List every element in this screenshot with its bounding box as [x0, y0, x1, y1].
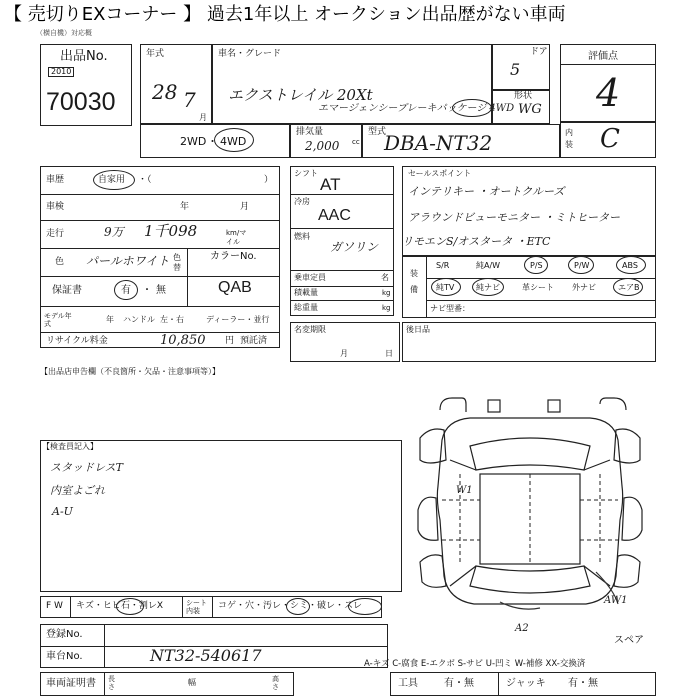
- history-label: 車歴: [46, 175, 65, 185]
- lot-year-tag: 2010: [48, 67, 74, 77]
- name-label: 車名・グレード: [218, 49, 282, 59]
- equip-abs: ABS: [622, 261, 638, 270]
- inspector-note-2: 内室よごれ: [50, 484, 105, 497]
- mark-a2: A2: [515, 623, 529, 634]
- row-line: [290, 300, 394, 301]
- mark-w1: W1: [456, 485, 473, 496]
- warranty-no: 無: [156, 285, 166, 296]
- equip-tv-circle: [431, 278, 461, 296]
- row-line: [40, 276, 280, 277]
- fuel-label: 燃料: [294, 232, 310, 241]
- row-line: [40, 194, 280, 195]
- score-value: 4: [596, 71, 621, 115]
- row-line: [290, 194, 394, 195]
- drive-4wd-circle: [214, 128, 254, 152]
- name-model: エクストレイル 20Xt: [228, 86, 373, 104]
- score-divider: [560, 64, 656, 65]
- legend: A-キズ C-腐食 E-エクボ S-サビ U-凹ミ W-補修 XX-交換済: [364, 659, 586, 669]
- color-label2: カラーNo.: [210, 251, 257, 262]
- warranty-dot: ・: [142, 285, 152, 296]
- recycle-label: リサイクル料金: [46, 336, 108, 346]
- after-date-label: 後日品: [406, 325, 430, 334]
- equip-navi: 純ナビ: [476, 283, 500, 292]
- color-code: QAB: [218, 279, 252, 296]
- shift-label: シフト: [294, 169, 318, 178]
- year-month: 7: [183, 88, 196, 112]
- model-row-handle: ハンドル: [123, 315, 155, 324]
- load-label: 積載量: [294, 288, 318, 297]
- displacement-value: 2,000: [305, 139, 340, 153]
- fw-circle-1: [116, 598, 144, 615]
- name-change-month: 月: [340, 349, 348, 358]
- bottom-width: 幅: [188, 678, 196, 687]
- fw-circle-2: [286, 598, 310, 615]
- aircon-value: AAC: [318, 207, 351, 224]
- bottom-cert: 車両証明書: [46, 678, 96, 689]
- navi-model-label: ナビ型番：: [430, 304, 470, 313]
- mileage-label: 走行: [46, 229, 65, 239]
- year-value: 28: [152, 80, 178, 104]
- equip-abs-circle: [616, 256, 646, 274]
- history-opt3: ）: [264, 175, 274, 185]
- grade-4wd-circle: [452, 99, 492, 117]
- equip-tv: 純TV: [436, 283, 455, 292]
- equip-extnavi: 外ナビ: [572, 283, 596, 292]
- bottom-height: 高さ: [272, 675, 279, 691]
- history-opt1: 自家用: [98, 175, 126, 185]
- recycle-value: 10,850: [160, 333, 206, 348]
- warranty-label: 保証書: [52, 285, 82, 296]
- fw-items: キズ・ヒビ石・割レX: [76, 601, 163, 611]
- equip-leather: 革シート: [522, 283, 554, 292]
- drive-2wd: 2WD: [180, 135, 207, 148]
- fuel-value: ガソリン: [330, 240, 379, 254]
- shift-value: AT: [320, 175, 341, 194]
- after-date-box: [402, 322, 656, 362]
- recycle-unit: 円: [225, 336, 235, 346]
- model-row-lr: 左・右: [160, 315, 184, 324]
- interior-label: 内装: [565, 128, 573, 149]
- chassis-label: 車台No.: [46, 651, 83, 662]
- aircon-label: 冷房: [294, 197, 310, 206]
- score-label: 評価点: [588, 51, 618, 62]
- row-line: [40, 220, 280, 221]
- bottom-divider: [104, 672, 105, 696]
- tools-divider: [498, 672, 499, 696]
- year-label: 年式: [146, 49, 165, 59]
- fw-label: F W: [46, 601, 63, 611]
- equip-aw: 純A/W: [476, 261, 501, 270]
- equip-col-divider: [426, 256, 427, 318]
- equip-navi-circle: [472, 278, 504, 296]
- bottom-tools-yn: 有・無: [444, 678, 474, 689]
- equip-sr: S/R: [436, 261, 450, 270]
- row-line: [290, 286, 394, 287]
- name-change-label: 名変期限: [294, 325, 326, 334]
- recycle-deposit: 預託済: [240, 336, 268, 346]
- history-opt2: ・（: [138, 175, 152, 185]
- model-code-value: DBA-NT32: [384, 131, 493, 155]
- capacity-unit: 名: [381, 273, 389, 282]
- door-value: 5: [510, 60, 521, 79]
- fw-divider: [212, 596, 213, 618]
- sales-line-3: リモエンS/オスタータ ・ETC: [402, 235, 551, 248]
- bottom-long: 長さ: [108, 675, 115, 691]
- equip-pw-circle: [568, 256, 594, 274]
- model-row-model: モデル年式: [44, 312, 72, 328]
- fw-seat: シート内装: [186, 599, 207, 615]
- car-diagram: [400, 390, 660, 630]
- chassis-value: NT32-540617: [150, 646, 262, 665]
- lot-number: 70030: [46, 88, 116, 116]
- fw-circle-3: [348, 598, 382, 615]
- mileage-unit: km/マイル: [226, 229, 247, 246]
- sales-label: セールスポイント: [408, 169, 472, 178]
- model-row-dealer: ディーラー・並行: [206, 315, 270, 324]
- year-month-suffix: 月: [199, 113, 207, 122]
- equip-airbag: エアB: [618, 283, 640, 292]
- color-value: パールホワイト: [86, 254, 170, 268]
- warranty-yes: 有: [121, 285, 131, 296]
- interior-value: C: [600, 124, 620, 154]
- inspection-year: 年: [180, 202, 190, 212]
- seller-notes-label: 【出品店申告欄（不良箇所・欠品・注意事項等）】: [40, 367, 220, 376]
- fw-items2: コゲ・穴・汚レ・シミ・破レ・スレ: [218, 601, 363, 611]
- reg-divider: [104, 624, 105, 668]
- bottom-jack: ジャッキ: [506, 678, 546, 689]
- inspector-note-3: A-U: [52, 505, 73, 518]
- color-divider: [187, 248, 188, 306]
- equip-ps-circle: [524, 256, 548, 274]
- weight-unit: kg: [382, 304, 391, 312]
- weight-label: 総重量: [294, 303, 318, 312]
- shape-value: WG: [518, 102, 542, 117]
- color-label: 色: [55, 257, 65, 267]
- row-line: [290, 228, 394, 229]
- equip-pw: P/W: [574, 261, 590, 270]
- name-grade: エマージェンシーブレーキパッケージ 4WD: [318, 103, 515, 114]
- drive-dot: ・: [207, 135, 218, 148]
- inspection-month: 月: [240, 202, 250, 212]
- drive-4wd: 4WD: [220, 135, 247, 148]
- equip-airbag-circle: [613, 278, 643, 296]
- shape-label: 形状: [514, 91, 533, 101]
- top-note: （横自機）対応概: [36, 29, 92, 37]
- inspector-label: 【検査員記入】: [42, 442, 98, 451]
- mileage-man: 9万: [104, 225, 124, 239]
- fw-divider: [182, 596, 183, 618]
- displacement-label: 排気量: [296, 127, 324, 137]
- name-change-day: 日: [385, 349, 393, 358]
- mileage-value: 1千098: [144, 222, 198, 240]
- warranty-circle: [114, 280, 138, 300]
- equipment-label: 装備: [410, 269, 418, 294]
- model-code-label: 型式: [368, 127, 387, 137]
- displacement-unit: cc: [352, 138, 360, 146]
- bottom-jack-yn: 有・無: [568, 678, 598, 689]
- sales-line-2: アラウンドビューモニター ・ミトヒーター: [408, 211, 621, 224]
- model-row-year: 年: [106, 315, 114, 324]
- equip-row-line: [426, 300, 656, 301]
- capacity-label: 乗車定員: [294, 273, 326, 282]
- inspector-note-1: スタッドレスT: [50, 461, 124, 474]
- row-line: [40, 306, 280, 307]
- row-line: [290, 270, 394, 271]
- inspection-label: 車検: [46, 202, 65, 212]
- lot-label: 出品No.: [60, 49, 108, 64]
- door-label: ドア: [530, 47, 548, 57]
- history-circle: [93, 170, 135, 190]
- color-change: 色替: [173, 253, 181, 272]
- mark-aw1: AW1: [604, 595, 628, 606]
- equip-ps: P/S: [530, 261, 543, 270]
- fw-divider: [70, 596, 71, 618]
- registration-label: 登録No.: [46, 629, 83, 640]
- sales-line-1: インテリキー ・オートクルーズ: [408, 185, 565, 198]
- banner: 【 売切りEXコーナー 】 過去1年以上 オークション出品歴がない車両: [4, 4, 566, 25]
- bottom-tools: 工具: [398, 678, 418, 689]
- row-line: [40, 248, 280, 249]
- load-unit: kg: [382, 289, 391, 297]
- mark-spare: スペア: [614, 635, 644, 646]
